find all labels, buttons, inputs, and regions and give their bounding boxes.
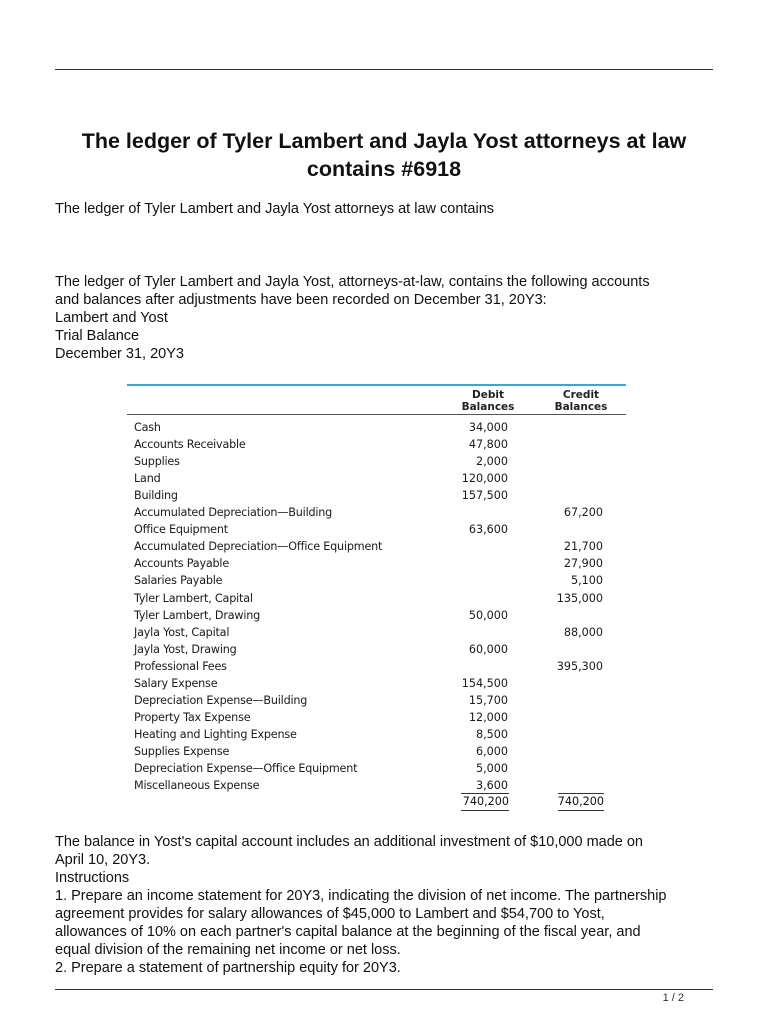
table-row: [127, 438, 626, 455]
table-row: [127, 779, 626, 796]
table-row: [127, 421, 626, 438]
table-row: [127, 677, 626, 694]
credit-header-line: Credit: [562, 389, 600, 401]
account-name: Miscellaneous Expense: [134, 779, 260, 793]
trial-balance-table: [127, 384, 627, 814]
account-name: Accounts Receivable: [134, 438, 246, 452]
debit-total: 740,200: [462, 795, 509, 809]
account-name: Salary Expense: [134, 676, 218, 690]
table-row: [127, 489, 626, 506]
table-row: [127, 626, 626, 643]
account-name: Salaries Payable: [134, 574, 223, 588]
table-row: [127, 592, 626, 609]
table-row: [127, 472, 626, 489]
debit-amount: 157,500: [461, 489, 508, 503]
subtitle: The ledger of Tyler Lambert and Jayla Yost attorneys at law contains: [55, 201, 495, 217]
intro-paragraph: [55, 273, 725, 363]
intro-line: and balances after adjustments have been recorded on December 31, 20Y3:: [55, 292, 547, 308]
account-name: Supplies: [134, 455, 180, 469]
table-row: [127, 574, 626, 591]
statement-date: December 31, 20Y3: [55, 346, 184, 362]
credit-total: 740,200: [557, 795, 604, 809]
debit-header-line: Debit: [472, 389, 504, 401]
account-name: Accounts Payable: [134, 557, 230, 571]
table-row: [127, 557, 626, 574]
debit-amount: 154,500: [461, 676, 508, 690]
table-row: [127, 745, 626, 762]
debit-amount: 15,700: [468, 693, 508, 707]
credit-header-line: Balances: [554, 401, 608, 413]
account-name: Tyler Lambert, Capital: [134, 591, 253, 605]
credit-amount: 88,000: [563, 625, 603, 639]
intro-line: The ledger of Tyler Lambert and Jayla Yost, attorneys-at-law, contains the following accounts: [55, 274, 650, 290]
debit-amount: 12,000: [468, 710, 508, 724]
credit-amount: 21,700: [563, 540, 603, 554]
account-name: Tyler Lambert, Drawing: [134, 608, 261, 622]
bottom-divider: [55, 989, 713, 990]
debit-amount: 5,000: [475, 762, 508, 775]
table-row: [127, 694, 626, 711]
account-name: Property Tax Expense: [134, 710, 251, 724]
instruction-line: agreement provides for salary allowances of $45,000 to Lambert and $54,700 to Yost,: [55, 906, 605, 922]
account-name: Supplies Expense: [134, 744, 230, 758]
company-name: Lambert and Yost: [55, 310, 168, 326]
debit-amount: 63,600: [468, 523, 508, 537]
paragraph-line: April 10, 20Y3.: [55, 852, 151, 868]
page-number: 1 / 2: [662, 992, 684, 1004]
instruction-line: equal division of the remaining net income or net loss.: [55, 942, 401, 958]
account-name: Jayla Yost, Drawing: [134, 642, 237, 656]
credit-total-rule: [558, 793, 604, 794]
debit-amount: 60,000: [468, 642, 508, 656]
credit-amount: 27,900: [563, 557, 603, 571]
table-row: [127, 609, 626, 626]
table-top-rule: [127, 384, 626, 386]
account-name: Depreciation Expense—Office Equipment: [134, 762, 358, 775]
account-name: Land: [134, 472, 161, 486]
table-row: [127, 762, 626, 779]
debit-amount: 6,000: [475, 744, 508, 758]
debit-total-rule: [461, 793, 509, 794]
account-name: Accumulated Depreciation—Office Equipment: [134, 540, 383, 554]
account-name: Professional Fees: [134, 659, 227, 673]
table-row: [127, 540, 626, 557]
account-name: Depreciation Expense—Building: [134, 693, 308, 707]
instruction-line: 2. Prepare a statement of partnership equity for 20Y3.: [55, 960, 401, 976]
account-name: Building: [134, 489, 178, 503]
credit-total-underline: [558, 810, 604, 811]
top-divider: [55, 69, 713, 70]
table-row: [127, 506, 626, 523]
table-row: [127, 711, 626, 728]
instruction-line: allowances of 10% on each partner's capital balance at the beginning of the fiscal year, and: [55, 924, 641, 940]
table-row: [127, 660, 626, 677]
account-name: Heating and Lighting Expense: [134, 727, 297, 741]
debit-amount: 2,000: [475, 455, 508, 469]
paragraph-line: The balance in Yost's capital account includes an additional investment of $10,000 made on: [55, 834, 644, 850]
credit-amount: 67,200: [563, 506, 603, 520]
debit-amount: 47,800: [468, 438, 508, 452]
debit-header-line: Balances: [461, 401, 515, 413]
instructions-section: [55, 833, 725, 977]
credit-amount: 395,300: [556, 659, 603, 673]
credit-column-header: [536, 389, 626, 413]
header-rule: [127, 414, 626, 415]
account-name: Cash: [134, 421, 161, 434]
account-name: Accumulated Depreciation—Building: [134, 506, 333, 520]
instruction-line: 1. Prepare an income statement for 20Y3, indicating the division of net income. The partnership: [55, 888, 667, 904]
debit-amount: 50,000: [468, 608, 508, 622]
table-row: [127, 455, 626, 472]
account-name: Office Equipment: [134, 523, 228, 537]
statement-name: Trial Balance: [55, 328, 140, 344]
table-row: [127, 643, 626, 660]
page-title: The ledger of Tyler Lambert and Jayla Yost attorneys at law contains #6918: [81, 129, 687, 181]
table-row: [127, 523, 626, 540]
debit-column-header: [443, 389, 533, 413]
debit-amount: 8,500: [475, 727, 508, 741]
credit-amount: 135,000: [556, 591, 603, 605]
debit-amount: 3,600: [475, 779, 508, 793]
debit-amount: 120,000: [461, 472, 508, 486]
debit-amount: 34,000: [468, 421, 508, 434]
instructions-heading: Instructions: [55, 870, 130, 886]
account-name: Jayla Yost, Capital: [134, 625, 230, 639]
credit-amount: 5,100: [570, 574, 603, 588]
table-row: [127, 728, 626, 745]
debit-total-underline: [461, 810, 509, 811]
